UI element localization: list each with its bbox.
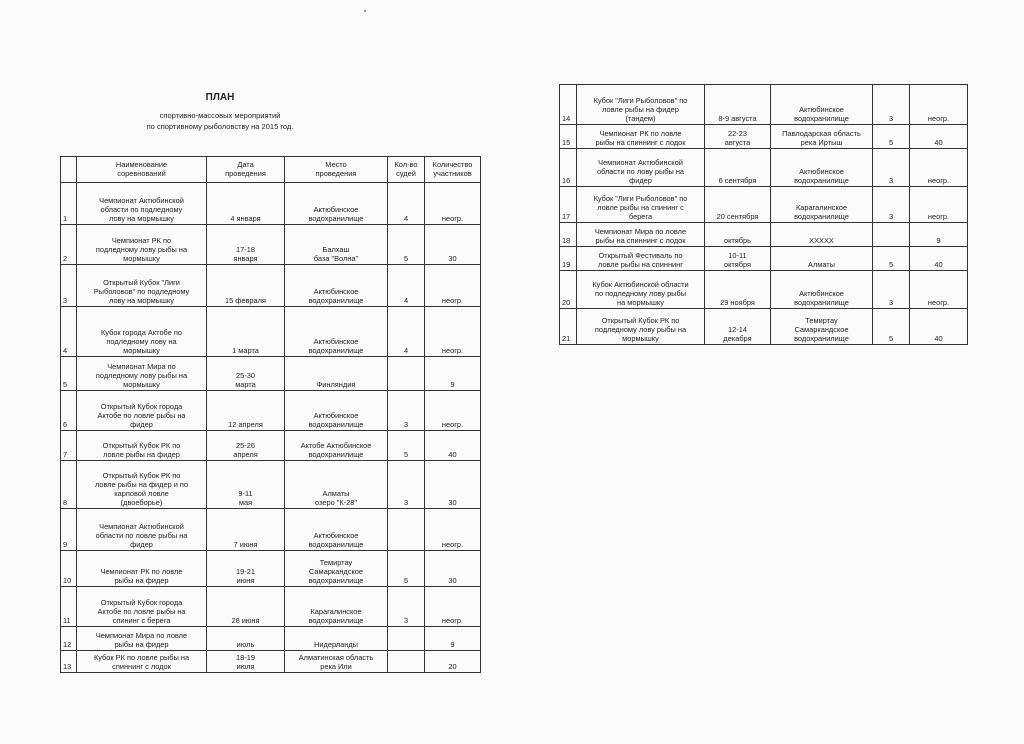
- participants-count: неогр.: [425, 587, 481, 627]
- table-row: [61, 509, 481, 551]
- event-name: [577, 85, 705, 125]
- event-name-line: Открытый Кубок города: [100, 598, 183, 607]
- event-date: [705, 149, 771, 187]
- event-name-line: мормышку: [123, 380, 160, 389]
- event-number: 14: [560, 85, 577, 125]
- event-name-line: спиннинг с лодок: [112, 662, 171, 671]
- event-date: [207, 265, 285, 307]
- event-name-line: Открытый Фестиваль по: [598, 251, 683, 260]
- table-row: [61, 307, 481, 357]
- table-row: [560, 247, 968, 271]
- event-date-line: июня: [236, 576, 255, 585]
- table-row: [560, 85, 968, 125]
- event-name: [577, 187, 705, 223]
- event-date-line: 15 февраля: [225, 296, 266, 305]
- judges-count: 3: [873, 271, 910, 309]
- event-number: 8: [61, 461, 77, 509]
- table-row: [61, 461, 481, 509]
- table-row: [61, 357, 481, 391]
- event-place-line: Нидерланды: [314, 640, 358, 649]
- event-place: [285, 225, 388, 265]
- event-date: [705, 309, 771, 345]
- event-name: [77, 391, 207, 431]
- event-name-line: ловле рыбы на фидер: [602, 105, 679, 114]
- participants-count: 40: [910, 309, 968, 345]
- event-date-line: 28 июня: [231, 616, 260, 625]
- event-name: [577, 271, 705, 309]
- participants-count: неогр.: [425, 265, 481, 307]
- event-place-line: Актюбинское: [799, 289, 844, 298]
- event-date-line: 6 сентября: [718, 176, 757, 185]
- event-number: 6: [61, 391, 77, 431]
- event-name-line: Рыболовов" по подледному: [93, 287, 190, 296]
- event-date: [207, 225, 285, 265]
- event-place: [771, 149, 873, 187]
- event-name-line: области по лову рыбы на: [596, 167, 685, 176]
- event-name-line: по подледному лову рыбы: [594, 289, 687, 298]
- event-place-line: водохранилище: [308, 616, 364, 625]
- event-name-line: Чемпионат РК по ловле: [599, 129, 682, 138]
- event-place-line: Актюбинское: [799, 167, 844, 176]
- judges-count: [388, 651, 425, 673]
- participants-count: неогр.: [910, 85, 968, 125]
- events-table-right: [559, 84, 968, 345]
- event-number: 19: [560, 247, 577, 271]
- header-place: Место проведения: [285, 157, 388, 183]
- event-name: [77, 461, 207, 509]
- event-date-line: 9-11: [238, 489, 253, 498]
- event-date-line: августа: [724, 138, 751, 147]
- event-place-line: Карагалинское: [310, 607, 362, 616]
- participants-count: 9: [910, 223, 968, 247]
- judges-count: 3: [388, 391, 425, 431]
- event-place-line: водохранилище: [308, 346, 364, 355]
- judges-count: 5: [388, 431, 425, 461]
- participants-count: 40: [910, 247, 968, 271]
- event-name-line: Кубок города Актобе по: [101, 328, 182, 337]
- event-date-line: 25-26: [236, 441, 255, 450]
- event-place-line: Балхаш: [322, 245, 350, 254]
- event-name-line: Чемпионат РК по ловле: [100, 567, 183, 576]
- event-name: [77, 225, 207, 265]
- event-place: [771, 223, 873, 247]
- events-table-left: [60, 156, 481, 673]
- event-number: 5: [61, 357, 77, 391]
- header-num: [61, 157, 77, 183]
- event-date-line: октябрь: [723, 236, 751, 245]
- event-date-line: 17-18: [236, 245, 255, 254]
- event-name-line: лову на мормышку: [109, 214, 174, 223]
- event-place-line: водохранилище: [794, 334, 849, 343]
- event-number: 3: [61, 265, 77, 307]
- event-name-line: области по подледному: [100, 205, 183, 214]
- event-name-line: Кубок "Лиги Рыболовов" по: [593, 194, 688, 203]
- event-name-line: подледному лову рыбы на: [95, 371, 188, 380]
- event-name: [577, 309, 705, 345]
- event-place-line: река Иртыш: [800, 138, 843, 147]
- scan-speck: [364, 10, 366, 12]
- event-place-line: Актобе Актюбинское: [300, 441, 372, 450]
- event-place: [285, 651, 388, 673]
- judges-count: 4: [388, 183, 425, 225]
- event-number: 9: [61, 509, 77, 551]
- event-place-line: Темиртау: [805, 316, 838, 325]
- event-date-line: 12 апреля: [228, 420, 263, 429]
- event-name-line: Чемпионат Мира по: [107, 362, 176, 371]
- events-table-body: [560, 85, 968, 345]
- event-name-line: Открытый Кубок РК по: [601, 316, 680, 325]
- table-row: [560, 271, 968, 309]
- judges-count: 3: [873, 85, 910, 125]
- event-place: [285, 307, 388, 357]
- event-name-line: фидер: [629, 176, 652, 185]
- table-row: [61, 651, 481, 673]
- event-name-line: Актобе по ловле рыбы на: [97, 607, 186, 616]
- event-number: 11: [61, 587, 77, 627]
- event-name: [77, 183, 207, 225]
- judges-count: 5: [388, 551, 425, 587]
- event-number: 2: [61, 225, 77, 265]
- event-date-line: апреля: [233, 450, 258, 459]
- participants-count: 40: [425, 431, 481, 461]
- event-date: [207, 307, 285, 357]
- event-name-line: мормышку: [622, 334, 659, 343]
- event-name-line: Актобе по ловле рыбы на: [97, 411, 186, 420]
- event-place-line: Актюбинское: [313, 205, 359, 214]
- judges-count: 4: [388, 265, 425, 307]
- event-name: [577, 247, 705, 271]
- event-place-line: водохранилище: [308, 420, 364, 429]
- event-place: [771, 309, 873, 345]
- participants-count: 20: [425, 651, 481, 673]
- table-row: [61, 183, 481, 225]
- event-number: 16: [560, 149, 577, 187]
- participants-count: 30: [425, 461, 481, 509]
- judges-count: 3: [873, 149, 910, 187]
- judges-count: [388, 509, 425, 551]
- event-number: 20: [560, 271, 577, 309]
- event-name-line: Чемпионат РК по: [111, 236, 172, 245]
- event-place-line: Актюбинское: [313, 411, 359, 420]
- page-title: ПЛАН: [205, 92, 235, 103]
- event-place-line: водохранилище: [794, 298, 849, 307]
- participants-count: 30: [425, 225, 481, 265]
- table-row: [61, 587, 481, 627]
- judges-count: [388, 357, 425, 391]
- event-name-line: Кубок "Лиги Рыболовов" по: [593, 96, 688, 105]
- event-name-line: рыбы на фидер: [114, 640, 169, 649]
- event-name: [77, 651, 207, 673]
- event-date: [705, 85, 771, 125]
- event-date-line: октября: [723, 260, 752, 269]
- event-place-line: Актюбинское: [313, 287, 359, 296]
- event-date-line: 1 марта: [232, 346, 259, 355]
- event-date-line: января: [233, 254, 258, 263]
- event-place: [771, 247, 873, 271]
- event-date-line: мая: [238, 498, 253, 507]
- event-date: [207, 551, 285, 587]
- event-date-line: июль: [236, 640, 255, 649]
- event-name: [77, 431, 207, 461]
- event-place-line: река Или: [320, 662, 352, 671]
- event-place: [771, 187, 873, 223]
- participants-count: неогр.: [910, 271, 968, 309]
- event-number: 7: [61, 431, 77, 461]
- event-date-line: 7 июня: [233, 540, 258, 549]
- event-name-line: Кубок Актюбинской области: [592, 280, 689, 289]
- event-place-line: Алматы: [322, 489, 350, 498]
- event-number: 13: [61, 651, 77, 673]
- event-number: 17: [560, 187, 577, 223]
- header-date: Дата проведения: [207, 157, 285, 183]
- event-place: [285, 183, 388, 225]
- event-place-line: водохранилище: [794, 212, 849, 221]
- table-row: [560, 149, 968, 187]
- event-date: [207, 431, 285, 461]
- event-date: [207, 183, 285, 225]
- events-table-body: [61, 183, 481, 673]
- judges-count: [388, 627, 425, 651]
- event-name-line: фидер: [130, 420, 153, 429]
- event-name-line: рыбы на фидер: [114, 576, 169, 585]
- judges-count: 5: [873, 125, 910, 149]
- event-name-line: рыбы на спиннинг с лодок: [595, 138, 686, 147]
- event-name: [577, 149, 705, 187]
- event-place-line: Актюбинское: [313, 337, 359, 346]
- event-name: [77, 357, 207, 391]
- event-place-line: водохранилище: [794, 114, 849, 123]
- event-number: 10: [61, 551, 77, 587]
- event-name-line: подледному лову на: [106, 337, 177, 346]
- event-name: [77, 551, 207, 587]
- event-name-line: лову на мормышку: [109, 296, 174, 305]
- event-place-line: Павлодарская область: [782, 129, 861, 138]
- participants-count: неогр.: [425, 183, 481, 225]
- event-name-line: Открытый Кубок города: [100, 402, 183, 411]
- participants-count: 40: [910, 125, 968, 149]
- event-name: [77, 587, 207, 627]
- event-name-line: ловле рыбы на фидер и по: [94, 480, 189, 489]
- event-place-line: ХХХХХ: [809, 236, 834, 245]
- event-name-line: подледному лову рыбы на: [95, 245, 188, 254]
- event-place-line: водохранилище: [308, 540, 364, 549]
- event-date-line: 20 сентября: [716, 212, 759, 221]
- event-name-line: ловле рыбы на фидер: [103, 450, 180, 459]
- event-place: [285, 509, 388, 551]
- participants-count: неогр.: [425, 307, 481, 357]
- judges-count: 3: [873, 187, 910, 223]
- table-row: [61, 391, 481, 431]
- event-number: 4: [61, 307, 77, 357]
- event-name: [77, 265, 207, 307]
- table-row: [61, 627, 481, 651]
- event-name-line: Открытый Кубок РК по: [102, 441, 181, 450]
- event-date-line: 4 января: [230, 214, 261, 223]
- event-name-line: Открытый Кубок РК по: [102, 471, 181, 480]
- event-date-line: 12-14: [728, 325, 747, 334]
- event-place-line: Самаркандское: [794, 325, 849, 334]
- event-date-line: 10-11: [728, 251, 747, 260]
- table-row: [61, 225, 481, 265]
- judges-count: 5: [873, 247, 910, 271]
- event-place: [285, 391, 388, 431]
- event-name-line: Чемпионат Актюбинской: [99, 196, 184, 205]
- event-name-line: мормышку: [123, 346, 160, 355]
- event-number: 1: [61, 183, 77, 225]
- event-date: [207, 461, 285, 509]
- event-name-line: Кубок РК по ловле рыбы на: [93, 653, 190, 662]
- event-name: [77, 307, 207, 357]
- event-name-line: Чемпионат Мира по ловле: [594, 227, 687, 236]
- event-name-line: спининг с берега: [112, 616, 171, 625]
- event-place-line: Самаркандское: [309, 567, 363, 576]
- event-date-line: 18-19: [236, 653, 255, 662]
- event-date-line: июля: [236, 662, 255, 671]
- event-name-line: Чемпионат Актюбинской: [598, 158, 683, 167]
- judges-count: 3: [388, 587, 425, 627]
- event-date-line: 25-30: [236, 371, 255, 380]
- table-row: [560, 223, 968, 247]
- event-place: [285, 265, 388, 307]
- event-name: [577, 223, 705, 247]
- event-number: 12: [61, 627, 77, 651]
- event-name-line: ловле рыбы на спининг с: [597, 203, 684, 212]
- table-row: [560, 309, 968, 345]
- participants-count: 9: [425, 627, 481, 651]
- event-name: [77, 627, 207, 651]
- event-name: [577, 125, 705, 149]
- judges-count: 5: [873, 309, 910, 345]
- event-place-line: водохранилище: [308, 576, 364, 585]
- header-judges: Кол-во судей: [388, 157, 425, 183]
- event-date-line: 22-23: [728, 129, 747, 138]
- event-place-line: водохранилище: [308, 214, 364, 223]
- page-subtitle: [100, 110, 340, 132]
- event-place: [771, 85, 873, 125]
- subtitle-line: по спортивному рыболовству на 2015 год.: [146, 122, 294, 131]
- event-date: [207, 627, 285, 651]
- event-date: [705, 187, 771, 223]
- judges-count: 5: [388, 225, 425, 265]
- event-place-line: Актюбинское: [313, 531, 359, 540]
- event-place: [285, 627, 388, 651]
- participants-count: неогр.: [910, 149, 968, 187]
- event-date: [705, 223, 771, 247]
- event-place-line: озеро "К-28": [315, 498, 357, 507]
- event-place-line: Алматы: [808, 260, 835, 269]
- event-place: [771, 271, 873, 309]
- event-date-line: 19-21: [236, 567, 255, 576]
- event-place-line: водохранилище: [308, 296, 364, 305]
- event-date-line: декабря: [723, 334, 752, 343]
- event-place-line: база "Волна": [313, 254, 359, 263]
- event-date: [207, 357, 285, 391]
- event-place-line: водохранилище: [794, 176, 849, 185]
- event-name-line: Чемпионат Мира по ловле: [95, 631, 188, 640]
- judges-count: 4: [388, 307, 425, 357]
- participants-count: 30: [425, 551, 481, 587]
- table-row: [560, 125, 968, 149]
- event-place: [285, 461, 388, 509]
- event-name-line: Чемпионат Актюбинской: [99, 522, 184, 531]
- event-name-line: Открытый Кубок "Лиги: [103, 278, 180, 287]
- event-name-line: ловле рыбы на спиннинг: [598, 260, 683, 269]
- event-name-line: мормышку: [123, 254, 160, 263]
- judges-count: 3: [388, 461, 425, 509]
- event-date-line: 29 ноября: [720, 298, 755, 307]
- event-date: [705, 271, 771, 309]
- event-name: [77, 509, 207, 551]
- event-number: 18: [560, 223, 577, 247]
- event-place-line: Темиртау: [319, 558, 353, 567]
- event-name-line: (тандем): [625, 114, 656, 123]
- header-name: Наименование соревнований: [77, 157, 207, 183]
- participants-count: 9: [425, 357, 481, 391]
- event-name-line: на мормышку: [617, 298, 664, 307]
- event-date: [705, 125, 771, 149]
- event-name-line: области по ловле рыбы на: [95, 531, 188, 540]
- event-date-line: марта: [235, 380, 256, 389]
- event-date: [207, 587, 285, 627]
- table-row: [61, 265, 481, 307]
- event-date: [705, 247, 771, 271]
- participants-count: неогр.: [425, 509, 481, 551]
- participants-count: неогр.: [425, 391, 481, 431]
- table-row: [560, 187, 968, 223]
- event-place: [771, 125, 873, 149]
- event-date: [207, 391, 285, 431]
- table-header-row: [61, 157, 481, 183]
- header-participants: Количество участников: [425, 157, 481, 183]
- event-name-line: рыбы на спиннинг с лодок: [595, 236, 686, 245]
- table-row: [61, 551, 481, 587]
- table-row: [61, 431, 481, 461]
- event-name-line: фидер: [130, 540, 153, 549]
- event-date: [207, 509, 285, 551]
- judges-count: [873, 223, 910, 247]
- event-name-line: подледному лову рыбы на: [594, 325, 687, 334]
- event-name-line: карповой ловле: [114, 489, 169, 498]
- event-place-line: Карагалинское: [795, 203, 848, 212]
- event-place-line: водохранилище: [308, 450, 364, 459]
- event-place: [285, 431, 388, 461]
- event-number: 15: [560, 125, 577, 149]
- event-place-line: Алматинская область: [298, 653, 374, 662]
- event-name-line: берега: [628, 212, 653, 221]
- event-number: 21: [560, 309, 577, 345]
- event-date-line: 8-9 августа: [718, 114, 757, 123]
- subtitle-line: спортивно-массовых мероприятий: [159, 111, 281, 120]
- event-place: [285, 551, 388, 587]
- event-name-line: (двоеборье): [120, 498, 163, 507]
- event-date: [207, 651, 285, 673]
- event-place-line: Финляндия: [316, 380, 356, 389]
- participants-count: неогр.: [910, 187, 968, 223]
- event-place: [285, 357, 388, 391]
- event-place: [285, 587, 388, 627]
- event-place-line: Актюбинское: [799, 105, 844, 114]
